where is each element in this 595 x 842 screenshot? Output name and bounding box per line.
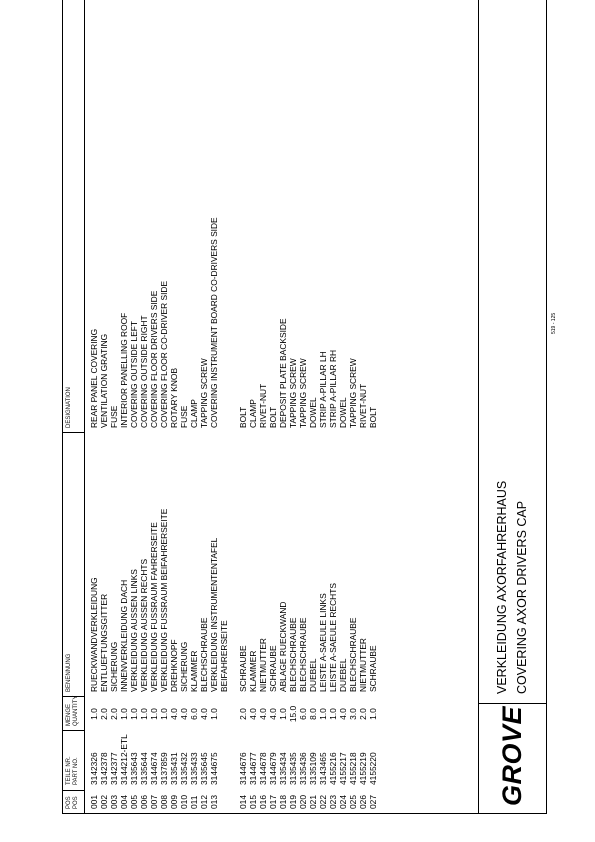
row-part-number: 3135433 — [189, 752, 199, 785]
title-block — [478, 0, 546, 814]
row-quantity: 8.0 — [308, 708, 318, 720]
row-designation-german: ABLAGE RUECKWAND — [278, 601, 288, 692]
header-qty-en: QUANTITY — [73, 695, 79, 726]
row-designation-german: VERKLEIDUNG AUSSEN RECHTS — [139, 558, 149, 692]
row-part-number: 3135434 — [278, 752, 288, 785]
row-quantity: 1.0 — [328, 708, 338, 720]
row-designation-english: RIVET-NUT — [258, 383, 268, 428]
row-pos: 008 — [159, 795, 169, 809]
row-pos: 004 — [119, 795, 129, 809]
row-designation-german: RUECKWANDVERKLEIDUNG — [89, 577, 99, 692]
row-designation-german: SCHRAUBE — [268, 645, 278, 692]
row-designation-german: KLAMMER — [189, 650, 199, 692]
row-designation-english: CLAMP — [189, 399, 199, 428]
row-designation-german: VERKLEIDUNG INSTRUMENTENTAFEL — [209, 537, 219, 692]
row-designation-english: COVERING FLOOR CO-DRIVER SIDE — [159, 280, 169, 428]
row-designation-german: NIETMUTTER — [358, 638, 368, 692]
row-designation-english: FUSE — [109, 405, 119, 428]
row-designation-german: BLECHSCHRAUBE — [298, 617, 308, 692]
row-part-number: 3144679 — [268, 752, 278, 785]
row-pos: 005 — [129, 795, 139, 809]
row-quantity: 1.0 — [139, 708, 149, 720]
header-divider — [62, 730, 84, 731]
row-pos: 009 — [169, 795, 179, 809]
row-designation-german: DREHKNOPF — [169, 639, 179, 692]
page-number: 519 - 125 — [551, 312, 557, 334]
row-designation-german: VERKLEIDUNG FUSSRAUM BEIFAHRERSEITE — [159, 508, 169, 692]
row-designation-german: INNENVERKLEIDUNG DACH — [119, 579, 129, 692]
row-part-number: 3142378 — [99, 752, 109, 785]
row-part-number: 3142377 — [109, 752, 119, 785]
row-designation-german: LEISTE A-SAEULE RECHTS — [328, 583, 338, 692]
row-quantity: 1.0 — [119, 708, 129, 720]
row-pos: 027 — [368, 795, 378, 809]
row-quantity: 2.0 — [238, 708, 248, 720]
row-part-number: 3135435 — [288, 752, 298, 785]
row-designation-english: COVERING FLOOR DRIVERS SIDE — [149, 290, 159, 428]
row-pos: 021 — [308, 795, 318, 809]
parts-list-sheet — [62, 0, 557, 814]
row-quantity: 4.0 — [268, 708, 278, 720]
row-part-number: 3135645 — [199, 752, 209, 785]
title-german: VERKLEIDUNG AXORFAHRERHAUS — [495, 480, 509, 694]
header-divider — [62, 432, 84, 433]
row-part-number: 3143465 — [318, 752, 328, 785]
row-designation-english: DOWEL — [308, 397, 318, 428]
row-part-number: 3135643 — [129, 752, 139, 785]
row-part-number: 3135436 — [298, 752, 308, 785]
header-pos-de: POS — [66, 796, 72, 809]
row-pos: 024 — [338, 795, 348, 809]
row-part-number: 4155219 — [358, 752, 368, 785]
row-designation-english: FUSE — [179, 405, 189, 428]
header-pos — [66, 796, 80, 809]
header-part-de: TEILE NR. — [66, 756, 72, 785]
row-pos: 002 — [99, 795, 109, 809]
logo-cell — [479, 703, 546, 814]
row-designation-german: NIETMUTTER — [258, 638, 268, 692]
row-designation-english: STRIP A-PILLAR RH — [328, 349, 338, 428]
row-pos: 020 — [298, 795, 308, 809]
row-quantity: 1.0 — [318, 708, 328, 720]
row-quantity: 1.0 — [89, 708, 99, 720]
row-pos: 001 — [89, 795, 99, 809]
title-cell — [479, 0, 546, 704]
row-designation-english: STRIP A-PILLAR LH — [318, 351, 328, 428]
row-quantity: 1.0 — [278, 708, 288, 720]
row-designation-german: DUEBEL — [338, 658, 348, 692]
row-part-number: 3135644 — [139, 752, 149, 785]
row-quantity: 6.0 — [189, 708, 199, 720]
row-designation-english: BOLT — [238, 406, 248, 428]
row-pos: 018 — [278, 795, 288, 809]
row-part-number: 3144212-ETL — [119, 734, 129, 785]
row-designation-german: LEISTE A-SAEULE LINKS — [318, 593, 328, 692]
row-part-number: 4155216 — [328, 752, 338, 785]
row-designation-english: TAPPING SCREW — [298, 358, 308, 428]
header-desc-en — [66, 387, 73, 428]
header-desc-de — [66, 654, 73, 692]
row-designation-german: ENTLUEFTUNGSGITTER — [99, 593, 109, 692]
row-pos: 014 — [238, 795, 248, 809]
row-designation-german: VERKLEIDUNG FUSSRAUM FAHRERSEITE — [149, 522, 159, 692]
row-pos: 010 — [179, 795, 189, 809]
row-designation-german: DUEBEL — [308, 658, 318, 692]
row-quantity: 4.0 — [169, 708, 179, 720]
row-part-number: 3137859 — [159, 752, 169, 785]
row-quantity: 4.0 — [248, 708, 258, 720]
row-part-number: 4155220 — [368, 752, 378, 785]
row-designation-german: BLECHSCHRAUBE — [199, 617, 209, 692]
row-quantity: 1.0 — [129, 708, 139, 720]
row-quantity: 1.0 — [149, 708, 159, 720]
row-part-number: 3142326 — [89, 752, 99, 785]
row-pos: 023 — [328, 795, 338, 809]
row-designation-english: ROTARY KNOB — [169, 367, 179, 428]
row-quantity: 3.0 — [348, 708, 358, 720]
header-qty — [66, 696, 80, 726]
header-desc-de-text: BENENNUNG — [66, 653, 72, 692]
row-designation-english: BOLT — [368, 406, 378, 428]
row-part-number: 3135432 — [179, 752, 189, 785]
row-part-number: 3144674 — [149, 752, 159, 785]
row-quantity: 4.0 — [258, 708, 268, 720]
row-designation-english: COVERING INSTRUMENT BOARD CO-DRIVERS SIDE — [209, 217, 219, 428]
row-pos: 012 — [199, 795, 209, 809]
header-desc-en-text: DESIGNATION — [66, 387, 72, 428]
header-part — [66, 756, 80, 785]
row-pos: 006 — [139, 795, 149, 809]
header-divider — [62, 696, 84, 697]
header-part-en: PART NO. — [73, 757, 79, 785]
row-pos: 017 — [268, 795, 278, 809]
row-designation-english: COVERING OUTSIDE RIGHT — [139, 315, 149, 428]
row-part-number: 3144677 — [248, 752, 258, 785]
row-quantity: 1.0 — [159, 708, 169, 720]
row-pos: 013 — [209, 795, 219, 809]
row-designation-english: BOLT — [268, 406, 278, 428]
row-part-number: 3144675 — [209, 752, 219, 785]
row-part-number: 4155218 — [348, 752, 358, 785]
table-header — [62, 0, 85, 814]
row-quantity: 1.0 — [368, 708, 378, 720]
title-english: COVERING AXOR DRIVERS CAP — [515, 500, 529, 694]
row-designation-german: BLECHSCHRAUBE — [348, 617, 358, 692]
row-pos: 022 — [318, 795, 328, 809]
row-quantity: 1.0 — [209, 708, 219, 720]
row-designation-german: SICHERUNG — [109, 641, 119, 692]
row-pos: 007 — [149, 795, 159, 809]
row-pos: 019 — [288, 795, 298, 809]
row-part-number: 3135109 — [308, 752, 318, 785]
row-designation-english: DOWEL — [338, 397, 348, 428]
row-quantity: 2.0 — [99, 708, 109, 720]
row-part-number: 4155217 — [338, 752, 348, 785]
row-designation-german: KLAMMER — [248, 650, 258, 692]
row-designation-german: SCHRAUBE — [368, 645, 378, 692]
row-pos: 016 — [258, 795, 268, 809]
row-pos: 025 — [348, 795, 358, 809]
row-designation-english: TAPPING SCREW — [288, 358, 298, 428]
row-designation-english: VENTILATION GRATING — [99, 333, 109, 428]
row-pos: 003 — [109, 795, 119, 809]
row-quantity: 6.0 — [298, 708, 308, 720]
row-pos: 011 — [189, 795, 199, 809]
row-quantity: 4.0 — [338, 708, 348, 720]
row-part-number: 3135431 — [169, 752, 179, 785]
row-designation-english: DEPOSIT PLATE BACKSIDE — [278, 318, 288, 428]
row-pos: 015 — [248, 795, 258, 809]
row-designation-german: SCHRAUBE — [238, 645, 248, 692]
row-designation-english: TAPPING SCREW — [199, 358, 209, 428]
row-quantity: 15.0 — [288, 705, 298, 723]
row-designation-english: INTERIOR PANELLING ROOF — [119, 312, 129, 428]
row-designation-english: CLAMP — [248, 399, 258, 428]
row-designation-english: TAPPING SCREW — [348, 358, 358, 428]
row-quantity: 4.0 — [179, 708, 189, 720]
row-designation-english: RIVET-NUT — [358, 383, 368, 428]
row-part-number: 3144676 — [238, 752, 248, 785]
header-qty-de: MENGE — [66, 703, 72, 726]
row-quantity: 4.0 — [199, 708, 209, 720]
row-designation-german: BLECHSCHRAUBE — [288, 617, 298, 692]
grove-logo: GROVE — [497, 705, 527, 806]
row-quantity: 2.0 — [109, 708, 119, 720]
row-pos: 026 — [358, 795, 368, 809]
row-designation-german: SICHERUNG — [179, 641, 189, 692]
row-designation-german: VERKLEIDUNG AUSSEN LINKS — [129, 569, 139, 692]
row-designation-german-continued: BEIFAHRERSEITE — [219, 620, 229, 692]
row-part-number: 3144678 — [258, 752, 268, 785]
header-pos-en: POS — [73, 796, 79, 809]
header-divider — [62, 790, 84, 791]
row-quantity: 2.0 — [358, 708, 368, 720]
row-designation-english: COVERING OUTSIDE LEFT — [129, 320, 139, 428]
row-designation-english: REAR PANEL COVERING — [89, 328, 99, 428]
